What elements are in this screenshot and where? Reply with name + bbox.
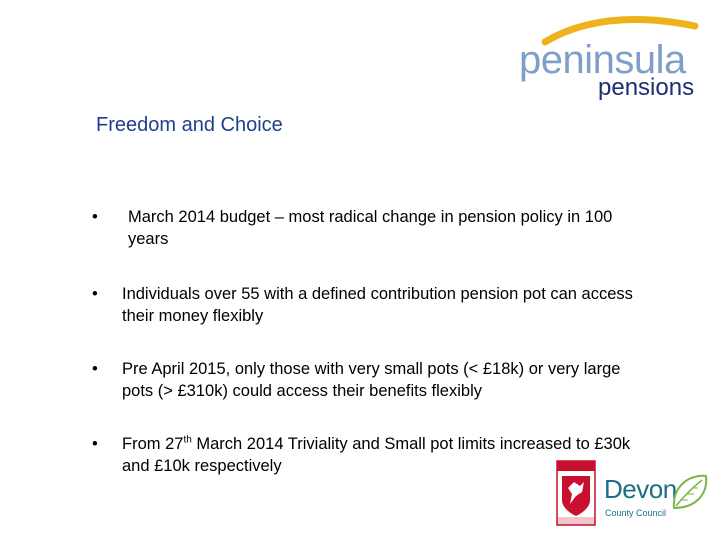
bullet-dot: •	[92, 208, 98, 226]
peninsula-pensions-logo	[505, 12, 705, 102]
bullet-text: Pre April 2015, only those with very small pots (< £18k) or very large pots (> £310k) could access their benefits flexibly	[122, 360, 621, 400]
devon-text: Devon	[604, 474, 677, 504]
devon-subtext: County Council	[605, 508, 667, 518]
bullet-text-pre: From 27	[122, 435, 184, 453]
bullet-dot: •	[92, 285, 98, 303]
bullet-item	[92, 283, 652, 327]
bullet-dot: •	[92, 435, 98, 453]
bullet-dot: •	[92, 360, 98, 378]
bullet-text: Individuals over 55 with a defined contribution pension pot can access their money flexibly	[122, 285, 633, 325]
somerset-county-council-logo	[556, 460, 596, 526]
bullet-list	[92, 206, 652, 477]
bullet-item	[92, 358, 652, 402]
logo-peninsula-text: peninsula	[519, 38, 686, 82]
bullet-text-post: March 2014 Triviality and Small pot limits increased to £30k and £10k respectively	[122, 435, 631, 475]
bullet-text: March 2014 budget – most radical change in pension policy in 100 years	[128, 208, 613, 248]
bullet-item	[92, 206, 652, 250]
leaf-icon	[670, 470, 710, 514]
bullet-text-sup: th	[183, 434, 192, 446]
slide-title: Freedom and Choice	[96, 114, 283, 136]
devon-county-council-logo	[600, 470, 712, 530]
logo-pensions-text: pensions	[598, 74, 695, 101]
